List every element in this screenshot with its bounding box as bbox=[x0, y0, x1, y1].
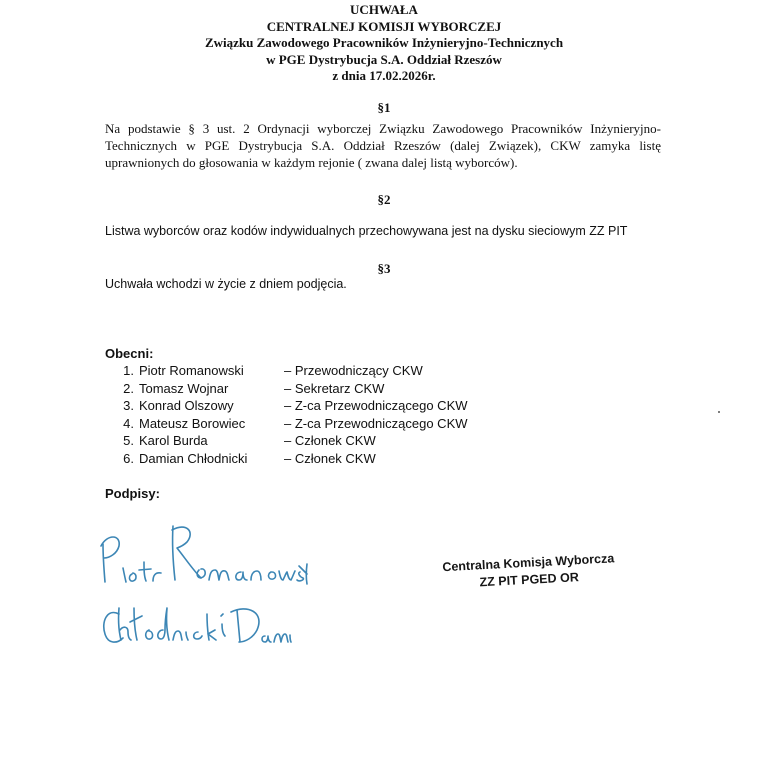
member-row bbox=[105, 415, 468, 433]
member-number: 4. bbox=[123, 415, 134, 431]
present-label: Obecni: bbox=[105, 346, 154, 361]
signatures-label: Podpisy: bbox=[105, 486, 160, 501]
member-row bbox=[105, 432, 468, 450]
header-title: UCHWAŁA bbox=[350, 2, 418, 17]
member-role: – Przewodniczący CKW bbox=[284, 363, 423, 378]
member-number: 5. bbox=[123, 433, 134, 449]
member-row bbox=[105, 380, 468, 398]
section-3-text: Uchwała wchodzi w życie z dniem podjęcia. bbox=[105, 277, 347, 291]
member-name: Damian Chłodnicki bbox=[139, 450, 248, 466]
member-number: 3. bbox=[123, 398, 134, 414]
stamp-line-2: ZZ PIT PGED OR bbox=[479, 570, 580, 590]
member-number: 1. bbox=[123, 363, 134, 378]
section-3-title: §3 bbox=[377, 261, 391, 276]
member-row bbox=[105, 362, 468, 380]
section-1-title: §1 bbox=[377, 100, 391, 115]
member-row bbox=[105, 397, 468, 415]
signature-chlodnicki bbox=[97, 602, 292, 654]
section-1-text: Na podstawie § 3 ust. 2 Ordynacji wyborczej Związku Zawodowego Pracowników Inżynieryjno-Technicznych w PGE Dystrybucja S.A. Oddział Rzeszów (dalej Związek), CKW zamyka listę uprawnionych do głosowania w każdym rejonie ( zwana dalej listą wyborców). bbox=[105, 121, 661, 170]
member-role: – Z-ca Przewodniczącego CKW bbox=[284, 415, 468, 431]
member-row bbox=[105, 450, 468, 468]
resolution-header bbox=[0, 2, 768, 85]
member-name: Mateusz Borowiec bbox=[139, 415, 246, 431]
member-name: Karol Burda bbox=[139, 433, 208, 449]
section-2-text: Listwa wyborców oraz kodów indywidualnych przechowywana jest na dysku sieciowym ZZ PIT bbox=[105, 224, 628, 238]
member-role: – Członek CKW bbox=[284, 433, 376, 449]
stamp-line-1: Centralna Komisja Wyborcza bbox=[442, 551, 615, 575]
signature-romanowski bbox=[95, 518, 310, 598]
member-name: Tomasz Wojnar bbox=[139, 380, 229, 396]
member-number: 2. bbox=[123, 380, 134, 396]
header-commission: CENTRALNEJ KOMISJI WYBORCZEJ bbox=[266, 18, 502, 34]
member-number: 6. bbox=[123, 450, 134, 466]
member-name: Konrad Olszowy bbox=[139, 398, 234, 414]
commission-stamp bbox=[428, 550, 630, 594]
section-2-title: §2 bbox=[377, 192, 391, 207]
header-union: Związku Zawodowego Pracowników Inżynieryjno-Technicznych bbox=[204, 35, 564, 50]
member-role: – Członek CKW bbox=[284, 450, 376, 466]
member-name: Piotr Romanowski bbox=[139, 363, 244, 378]
header-date: z dnia 17.02.2026r. bbox=[332, 68, 436, 83]
member-role: – Sekretarz CKW bbox=[284, 380, 385, 396]
members-list bbox=[105, 362, 468, 468]
header-branch: w PGE Dystrybucja S.A. Oddział Rzeszów bbox=[266, 51, 502, 67]
member-role: – Z-ca Przewodniczącego CKW bbox=[284, 398, 468, 414]
scan-speck bbox=[718, 411, 720, 413]
